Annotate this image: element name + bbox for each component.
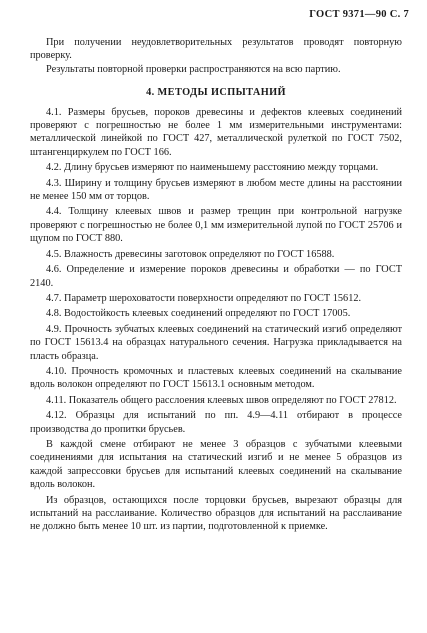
paragraph-4-9: 4.9. Прочность зубчатых клеевых соединений на статический изгиб определяют по ГОСТ 15613.4 на образцах натурального сечения. Нагрузка прикладывается на пласть образца. (30, 323, 402, 362)
paragraph-4-1: 4.1. Размеры брусьев, пороков древесины и дефектов клеевых соединений проверяют с погрешностью не более 1 мм измерительными инструментами: металлической линейкой по ГОСТ 427, металлической рулеткой по ГОСТ 7502, штангенциркулем по ГОСТ 166. (30, 106, 402, 158)
paragraph-sampling-delamination: Из образцов, остающихся после торцовки брусьев, вырезают образцы для испытаний на расслаивание. Количество образцов для испытаний на расслаивание не должно быть менее 10 шт. из партии, подготовленной к приемке. (30, 494, 402, 533)
paragraph-4-12: 4.12. Образцы для испытаний по пп. 4.9—4.11 отбирают в процессе производства до пропитки брусьев. (30, 410, 402, 435)
section-title: 4. МЕТОДЫ ИСПЫТАНИЙ (146, 87, 286, 99)
page-header: ГОСТ 9371—90 С. 7 (309, 9, 409, 20)
paragraph-4-6: 4.6. Определение и измерение пороков древесины и обработки — по ГОСТ 2140. (30, 264, 402, 289)
paragraph-sampling-shift: В каждой смене отбирают не менее 3 образцов с зубчатыми клеевыми соединениями для испытания на статический изгиб и не менее 5 образцов из каждой запрессовки брусьев для испытаний клеевых соединений на скалывание вдоль волокон. (30, 438, 402, 491)
paragraph-4-3: 4.3. Ширину и толщину брусьев измеряют в любом месте длины на расстоянии не менее 150 мм от торцов. (30, 177, 402, 203)
paragraph-4-7: 4.7. Параметр шероховатости поверхности определяют по ГОСТ 15612. (46, 292, 362, 304)
document-body (30, 36, 402, 534)
paragraph-4-8: 4.8. Водостойкость клеевых соединений определяют по ГОСТ 17005. (46, 308, 351, 320)
paragraph-4-10: 4.10. Прочность кромочных и пластевых клеевых соединений на скалывание вдоль волокон определяют по ГОСТ 15613.1 основным методом. (30, 365, 402, 391)
intro-paragraph: При получении неудовлетворительных результатов проводят повторную проверку. (30, 37, 402, 62)
paragraph-4-11: 4.11. Показатель общего расслоения клеевых швов определяют по ГОСТ 27812. (46, 394, 397, 406)
paragraph-4-5: 4.5. Влажность древесины заготовок определяют по ГОСТ 16588. (46, 248, 335, 260)
paragraph-4-2: 4.2. Длину брусьев измеряют по наименьшему расстоянию между торцами. (46, 162, 379, 174)
intro-paragraph: Результаты повторной проверки распространяются на всю партию. (46, 63, 341, 75)
paragraph-4-4: 4.4. Толщину клеевых швов и размер трещин при контрольной нагрузке проверяют с погрешностью не более 0,1 мм измерительной лупой по ГОСТ 25706 и щупом по ГОСТ 880. (30, 206, 402, 245)
